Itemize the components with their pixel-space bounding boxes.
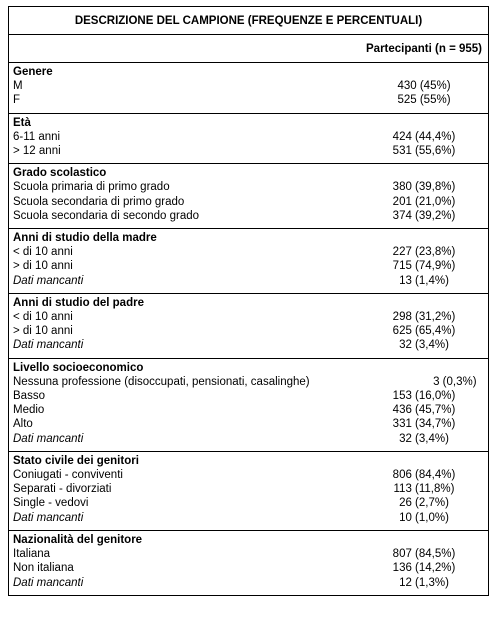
table-title: DESCRIZIONE DEL CAMPIONE (FREQUENZE E PERCENTUALI): [9, 7, 488, 35]
table-row: [13, 547, 484, 561]
table-row: [13, 130, 484, 144]
table-section: [9, 114, 488, 165]
row-value: 298 (31,2%): [392, 311, 456, 324]
row-label: > di 10 anni: [13, 325, 73, 338]
row-label: Scuola primaria di primo grado: [13, 181, 170, 194]
row-value: 3 (0,3%): [433, 375, 477, 388]
table-section: [9, 63, 488, 114]
section-title: Età: [13, 116, 31, 129]
row-label: > di 10 anni: [13, 260, 73, 273]
table-row: [13, 180, 484, 194]
row-value: 374 (39,2%): [392, 209, 456, 222]
table-row: [13, 432, 484, 446]
row-value: 26 (2,7%): [399, 497, 449, 510]
row-value: 807 (84,5%): [392, 548, 456, 561]
row-label: < di 10 anni: [13, 311, 73, 324]
row-value: 136 (14,2%): [392, 562, 456, 575]
table-section: [9, 531, 488, 595]
row-value: 153 (16,0%): [392, 390, 456, 403]
row-label: Alto: [13, 418, 33, 431]
participants-header: Partecipanti (n = 955): [9, 35, 488, 63]
table-section: [9, 359, 488, 452]
table-row: [13, 144, 484, 158]
row-label: Dati mancanti: [13, 274, 84, 287]
section-title: Livello socioeconomico: [13, 361, 144, 374]
row-label: M: [13, 80, 23, 93]
row-value: 331 (34,7%): [392, 418, 456, 431]
table-row: [13, 310, 484, 324]
row-value: 13 (1,4%): [399, 274, 449, 287]
row-value: 201 (21,0%): [392, 195, 456, 208]
row-value: 32 (3,4%): [399, 432, 449, 445]
section-title: Anni di studio del padre: [13, 296, 144, 309]
row-value: 430 (45%): [397, 80, 451, 93]
row-label: Dati mancanti: [13, 576, 84, 589]
table-section: [9, 294, 488, 359]
row-label: Italiana: [13, 548, 51, 561]
table-row: [13, 511, 484, 525]
table-row: [13, 324, 484, 338]
row-value: 525 (55%): [397, 94, 451, 107]
row-value: 113 (11,8%): [393, 483, 455, 496]
table-section: [9, 164, 488, 229]
table-row: [13, 93, 484, 107]
table-row: [13, 375, 484, 389]
row-label: Scuola secondaria di secondo grado: [13, 209, 200, 222]
row-label: 6-11 anni: [13, 130, 61, 143]
table-row: [13, 482, 484, 496]
row-value: 32 (3,4%): [399, 339, 449, 352]
table-row: [13, 195, 484, 209]
table-row: [13, 245, 484, 259]
table-row: [13, 576, 484, 590]
table-row: [13, 79, 484, 93]
table-body: [9, 63, 488, 595]
row-label: Dati mancanti: [13, 339, 84, 352]
row-label: Medio: [13, 404, 45, 417]
row-label: Basso: [13, 390, 45, 403]
table-row: [13, 561, 484, 575]
table-row: [13, 274, 484, 288]
row-value: 436 (45,7%): [392, 404, 456, 417]
table-row: [13, 496, 484, 510]
row-label: > 12 anni: [13, 145, 61, 158]
table-section: [9, 452, 488, 531]
row-value: 424 (44,4%): [392, 130, 456, 143]
table-section: [9, 229, 488, 294]
row-label: Dati mancanti: [13, 432, 84, 445]
row-label: Dati mancanti: [13, 511, 84, 524]
table-row: [13, 389, 484, 403]
table-row: [13, 209, 484, 223]
section-title: Grado scolastico: [13, 167, 107, 180]
row-label: Coniugati - conviventi: [13, 469, 123, 482]
row-label: Separati - divorziati: [13, 483, 112, 496]
row-value: 227 (23,8%): [392, 246, 456, 259]
row-value: 625 (65,4%): [392, 325, 456, 338]
row-value: 531 (55,6%): [392, 145, 456, 158]
table-row: [13, 417, 484, 431]
row-label: Nessuna professione (disoccupati, pensionati, casalinghe): [13, 375, 310, 388]
section-title: Genere: [13, 66, 53, 78]
row-label: < di 10 anni: [13, 246, 73, 259]
row-label: Single - vedovi: [13, 497, 89, 510]
row-label: Scuola secondaria di primo grado: [13, 195, 185, 208]
row-value: 806 (84,4%): [392, 469, 456, 482]
row-value: 715 (74,9%): [392, 260, 456, 273]
table-row: [13, 403, 484, 417]
table-row: [13, 338, 484, 352]
section-title: Nazionalità del genitore: [13, 533, 143, 546]
sample-description-table: [8, 6, 489, 596]
section-title: Stato civile dei genitori: [13, 454, 139, 467]
row-value: 12 (1,3%): [399, 576, 449, 589]
row-value: 380 (39,8%): [392, 181, 456, 194]
table-row: [13, 468, 484, 482]
table-row: [13, 259, 484, 273]
row-label: F: [13, 94, 21, 107]
row-value: 10 (1,0%): [399, 511, 449, 524]
row-label: Non italiana: [13, 562, 74, 575]
section-title: Anni di studio della madre: [13, 232, 157, 245]
